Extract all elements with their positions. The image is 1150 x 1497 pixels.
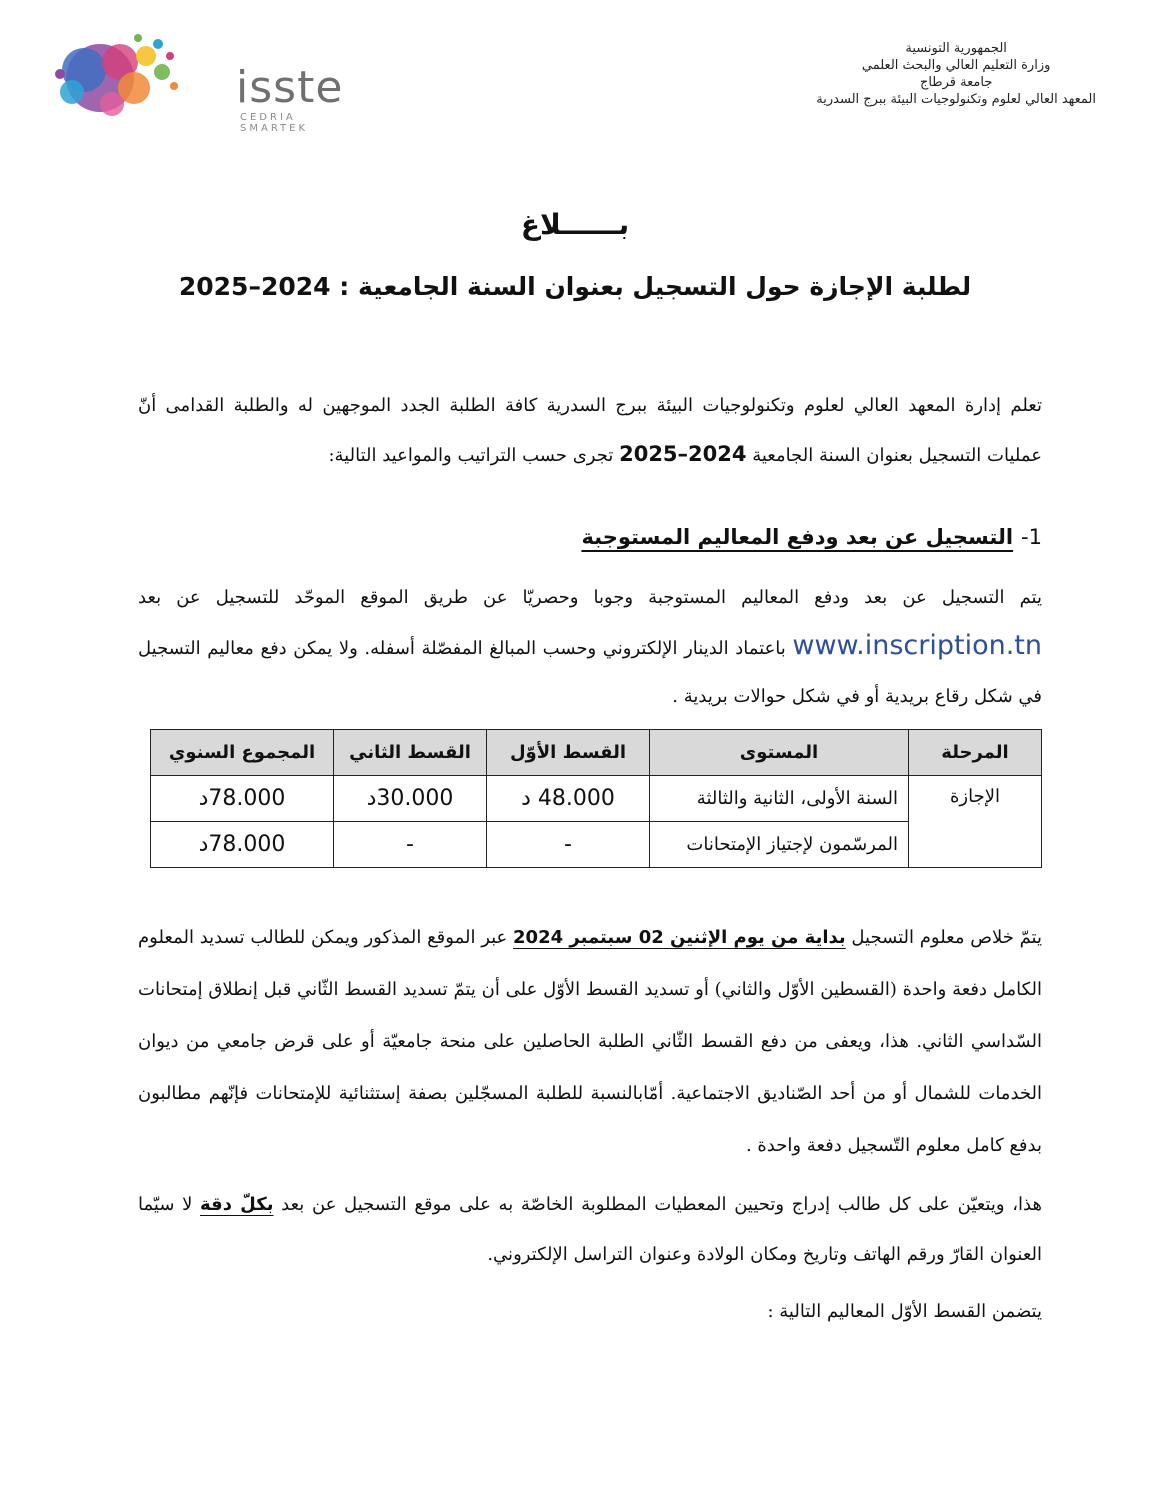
table-header-row — [151, 730, 1042, 776]
section-1-heading — [581, 525, 1042, 549]
precision-emphasis: بكلّ دقة — [200, 1194, 274, 1215]
cell-level: المرسّمون لإجتياز الإمتحانات — [650, 822, 909, 868]
registration-text: يتم التسجيل عن بعد ودفع المعاليم المستوجبة وجوبا وحصريّا عن طريق الموقع الموحّد للتسجيل عن بعد — [138, 587, 1042, 608]
notice-title: بــــــلاغ — [520, 208, 630, 241]
logo-subtitle: CEDRIA SMARTEK — [240, 112, 309, 134]
logo-wordmark: isste — [236, 62, 344, 113]
registration-paragraph — [138, 574, 1042, 721]
note-text: هذا، ويتعيّن على كل طالب إدراج وتحيين المعطيات المطلوبة الخاصّة به على موقع التسجيل عن بعد — [273, 1194, 1042, 1215]
first-installment-intro — [138, 1288, 1042, 1336]
payment-text: يتمّ خلاص معلوم التسجيل — [845, 927, 1042, 948]
fees-table — [150, 729, 1042, 868]
admin-line: وزارة التعليم العالي والبحث العلمي — [861, 58, 1051, 73]
logo-bubbles-icon — [50, 26, 190, 126]
cell-second: 30.000د — [334, 776, 487, 822]
table-row — [151, 776, 1042, 822]
isste-logo — [50, 26, 350, 134]
header-level: المستوى — [650, 730, 909, 776]
intro-text-end: تجرى حسب التراتيب والمواعيد التالية: — [328, 445, 620, 466]
payment-paragraph — [138, 912, 1042, 1172]
section-number: 1- — [1021, 525, 1042, 549]
intro-paragraph — [138, 382, 1042, 480]
intro-text: تعلم إدارة المعهد العالي لعلوم وتكنولوجيات البيئة ببرج السدرية كافة الطلبة الجدد الموجهين له والطلبة القدامى أنّ عمليات التسجيل بعنوان السنة الجامعية — [138, 395, 1042, 466]
header-phase: المرحلة — [909, 730, 1042, 776]
header-second-installment: القسط الثاني — [334, 730, 487, 776]
table-row — [151, 822, 1042, 868]
header-first-installment: القسط الأوّل — [487, 730, 650, 776]
admin-line: جامعة قرطاج — [919, 75, 993, 90]
cell-first: 48.000 د — [487, 776, 650, 822]
cell-phase: الإجازة — [909, 776, 1042, 868]
cell-total: 78.000د — [151, 776, 334, 822]
payment-text-end: عبر الموقع المذكور ويمكن للطالب تسديد المعلوم الكامل دفعة واحدة (القسطين الأوّل والثاني) أو تسديد القسط الأوّل على أن يتمّ تسديد القسط الثّاني قبل إنطلاق إمتحانات السّداسي الثاني. هذا، ويعفى من دفع القسط الثّاني الطلبة الحاصلين على منحة جامعيّة أو على قرض جامعي من ديوان الخدمات للشمال أو من أحد الصّناديق الاجتماعية. أمّابالنسبة للطلبة المسجّلين بصفة إستثنائية للإمتحانات فإنّهم مطالبون بدفع كامل معلوم التّسجيل دفعة واحدة . — [138, 927, 1043, 1156]
inscription-link[interactable]: www.inscription.tn — [792, 630, 1042, 661]
data-update-paragraph — [138, 1180, 1042, 1280]
note-text-end: لا سيّما العنوان القارّ ورقم الهاتف وتاريخ ومكان الولادة وعنوان التراسل الإلكتروني. — [138, 1194, 1042, 1265]
payment-start-date: بداية من يوم الإثنين 02 سبتمبر 2024 — [513, 927, 846, 948]
registration-text-end: باعتماد الدينار الإلكتروني وحسب المبالغ المفصّلة أسفله. ولا يمكن دفع معاليم التسجيل في شكل رقاع بريدية أو في شكل حوالات بريدية . — [138, 638, 1042, 707]
cell-level: السنة الأولى، الثانية والثالثة — [650, 776, 909, 822]
admin-line: الجمهورية التونسية — [905, 41, 1007, 56]
section-title: التسجيل عن بعد ودفع المعاليم المستوجبة — [581, 525, 1014, 549]
header-annual-total: المجموع السنوي — [151, 730, 334, 776]
closing-text: يتضمن القسط الأوّل المعاليم التالية : — [767, 1301, 1042, 1322]
administration-header — [816, 40, 1096, 108]
academic-year: 2024–2025 — [619, 442, 747, 466]
admin-line: المعهد العالي لعلوم وتكنولوجيات البيئة ببرج السدرية — [816, 92, 1096, 107]
cell-total: 78.000د — [151, 822, 334, 868]
cell-first: - — [487, 822, 650, 868]
cell-second: - — [334, 822, 487, 868]
notice-subtitle: لطلبة الإجازة حول التسجيل بعنوان السنة الجامعية : 2024–2025 — [178, 272, 972, 301]
